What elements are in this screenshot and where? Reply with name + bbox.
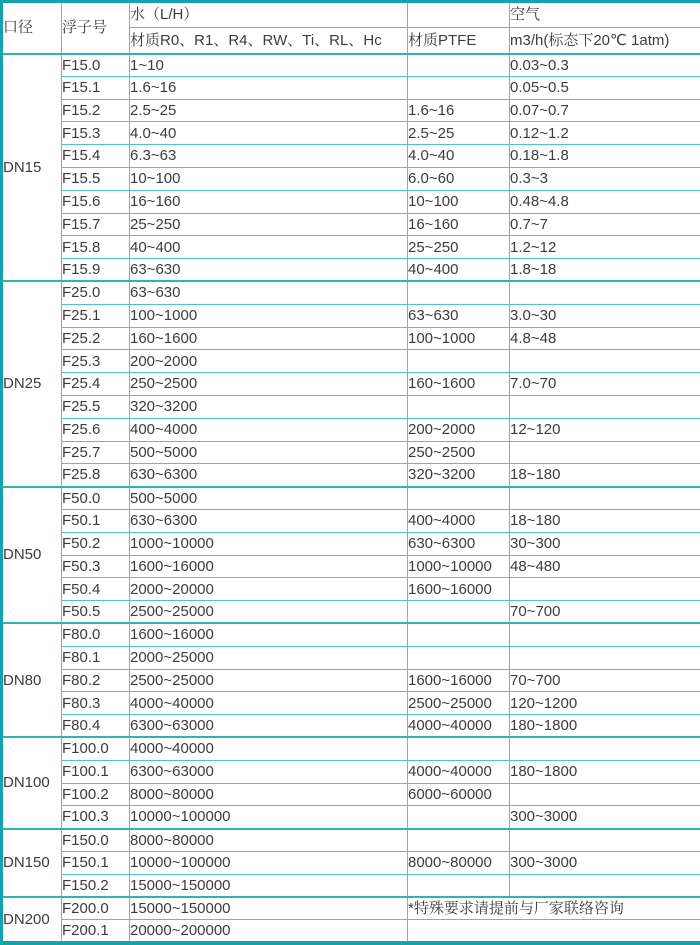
water-ptfe-cell: 1000~10000	[408, 555, 510, 578]
table-row	[2, 350, 700, 373]
air-cell	[510, 874, 700, 897]
air-cell: 70~700	[510, 601, 700, 624]
header-water-ptfe: 材质PTFE	[408, 28, 510, 54]
header-air-sub: m3/h(标态下20℃ 1atm)	[510, 28, 700, 54]
table-row	[2, 509, 700, 532]
table-row	[2, 418, 700, 441]
float-no-cell: F25.5	[62, 395, 130, 418]
table-body	[2, 54, 700, 944]
header-float-no: 浮子号	[62, 2, 130, 54]
diameter-cell: DN150	[2, 829, 62, 897]
water-metal-cell: 1~10	[130, 54, 408, 77]
table-row	[2, 532, 700, 555]
water-metal-cell: 1.6~16	[130, 76, 408, 99]
air-cell: 30~300	[510, 532, 700, 555]
float-no-cell: F80.2	[62, 669, 130, 692]
water-metal-cell: 40~400	[130, 236, 408, 259]
float-no-cell: F100.1	[62, 760, 130, 783]
table-row	[2, 601, 700, 624]
water-ptfe-cell	[408, 487, 510, 510]
float-no-cell: F100.0	[62, 737, 130, 760]
water-ptfe-cell	[408, 829, 510, 852]
table-row	[2, 692, 700, 715]
header-water: 水（L/H）	[130, 2, 408, 28]
air-cell: 7.0~70	[510, 373, 700, 396]
water-ptfe-cell: 200~2000	[408, 418, 510, 441]
float-no-cell: F50.3	[62, 555, 130, 578]
water-metal-cell: 1000~10000	[130, 532, 408, 555]
table-row	[2, 395, 700, 418]
water-ptfe-cell: 25~250	[408, 236, 510, 259]
air-cell	[510, 578, 700, 601]
water-metal-cell: 63~630	[130, 259, 408, 282]
water-metal-cell: 4.0~40	[130, 122, 408, 145]
table-row	[2, 555, 700, 578]
float-no-cell: F200.0	[62, 897, 130, 920]
float-no-cell: F100.2	[62, 783, 130, 806]
air-cell	[510, 737, 700, 760]
water-ptfe-cell	[408, 350, 510, 373]
float-no-cell: F50.2	[62, 532, 130, 555]
water-metal-cell: 250~2500	[130, 373, 408, 396]
water-metal-cell: 6300~63000	[130, 760, 408, 783]
water-metal-cell: 63~630	[130, 281, 408, 304]
table-row	[2, 806, 700, 829]
water-ptfe-cell: 16~160	[408, 213, 510, 236]
air-cell: 0.05~0.5	[510, 76, 700, 99]
table-row	[2, 373, 700, 396]
water-metal-cell: 6300~63000	[130, 715, 408, 738]
float-no-cell: F25.1	[62, 304, 130, 327]
water-ptfe-cell: 8000~80000	[408, 851, 510, 874]
water-ptfe-cell: 400~4000	[408, 509, 510, 532]
table-row	[2, 760, 700, 783]
air-cell	[510, 487, 700, 510]
air-cell	[510, 350, 700, 373]
float-no-cell: F50.5	[62, 601, 130, 624]
table-row	[2, 646, 700, 669]
water-ptfe-cell: 2.5~25	[408, 122, 510, 145]
water-ptfe-cell	[408, 806, 510, 829]
float-no-cell: F15.8	[62, 236, 130, 259]
air-cell: 18~180	[510, 464, 700, 487]
float-no-cell: F25.2	[62, 327, 130, 350]
float-no-cell: F100.3	[62, 806, 130, 829]
air-cell	[510, 281, 700, 304]
water-metal-cell: 8000~80000	[130, 783, 408, 806]
float-no-cell: F80.0	[62, 623, 130, 646]
water-metal-cell: 10000~100000	[130, 851, 408, 874]
air-cell: 120~1200	[510, 692, 700, 715]
water-ptfe-cell: 10~100	[408, 190, 510, 213]
float-no-cell: F80.4	[62, 715, 130, 738]
water-metal-cell: 15000~150000	[130, 897, 408, 920]
water-metal-cell: 400~4000	[130, 418, 408, 441]
water-metal-cell: 16~160	[130, 190, 408, 213]
air-cell: 4.8~48	[510, 327, 700, 350]
water-ptfe-cell: 4.0~40	[408, 145, 510, 168]
table-row	[2, 281, 700, 304]
water-metal-cell: 4000~40000	[130, 737, 408, 760]
water-metal-cell: 8000~80000	[130, 829, 408, 852]
water-metal-cell: 10000~100000	[130, 806, 408, 829]
water-ptfe-cell	[408, 646, 510, 669]
header-diameter: 口径	[2, 2, 62, 54]
table-row	[2, 737, 700, 760]
water-ptfe-cell	[408, 623, 510, 646]
float-no-cell: F25.8	[62, 464, 130, 487]
float-no-cell: F25.3	[62, 350, 130, 373]
water-ptfe-cell	[408, 281, 510, 304]
water-ptfe-cell: 630~6300	[408, 532, 510, 555]
water-metal-cell: 2500~25000	[130, 669, 408, 692]
table-row	[2, 851, 700, 874]
water-metal-cell: 2500~25000	[130, 601, 408, 624]
water-ptfe-cell: 100~1000	[408, 327, 510, 350]
table-row	[2, 464, 700, 487]
air-cell: 180~1800	[510, 715, 700, 738]
water-metal-cell: 160~1600	[130, 327, 408, 350]
water-metal-cell: 4000~40000	[130, 692, 408, 715]
table-row	[2, 167, 700, 190]
float-no-cell: F50.1	[62, 509, 130, 532]
float-no-cell: F150.0	[62, 829, 130, 852]
float-no-cell: F80.3	[62, 692, 130, 715]
water-ptfe-cell: 4000~40000	[408, 760, 510, 783]
water-ptfe-cell	[408, 395, 510, 418]
water-metal-cell: 630~6300	[130, 464, 408, 487]
air-cell: 3.0~30	[510, 304, 700, 327]
air-cell	[510, 829, 700, 852]
air-cell: 0.3~3	[510, 167, 700, 190]
water-metal-cell: 1600~16000	[130, 623, 408, 646]
water-ptfe-cell: 40~400	[408, 259, 510, 282]
water-metal-cell: 10~100	[130, 167, 408, 190]
water-ptfe-cell	[408, 737, 510, 760]
water-ptfe-cell: 6000~60000	[408, 783, 510, 806]
float-no-cell: F25.4	[62, 373, 130, 396]
header-air: 空气	[510, 2, 700, 28]
water-ptfe-cell: 63~630	[408, 304, 510, 327]
float-no-cell: F50.4	[62, 578, 130, 601]
float-no-cell: F80.1	[62, 646, 130, 669]
table-row	[2, 920, 700, 943]
air-cell	[510, 441, 700, 464]
air-cell: 0.07~0.7	[510, 99, 700, 122]
air-cell: 12~120	[510, 418, 700, 441]
water-metal-cell: 15000~150000	[130, 874, 408, 897]
air-cell	[510, 783, 700, 806]
diameter-cell: DN200	[2, 897, 62, 943]
table-row	[2, 441, 700, 464]
water-ptfe-cell	[408, 874, 510, 897]
water-ptfe-cell: 250~2500	[408, 441, 510, 464]
air-cell: 0.03~0.3	[510, 54, 700, 77]
water-ptfe-cell	[408, 54, 510, 77]
table-row	[2, 669, 700, 692]
table-row	[2, 145, 700, 168]
table-row	[2, 54, 700, 77]
header-water-metal: 材质R0、R1、R4、RW、Ti、RL、Hc	[130, 28, 408, 54]
water-ptfe-cell: 4000~40000	[408, 715, 510, 738]
water-metal-cell: 500~5000	[130, 487, 408, 510]
water-ptfe-cell: 6.0~60	[408, 167, 510, 190]
water-metal-cell: 200~2000	[130, 350, 408, 373]
float-no-cell: F15.4	[62, 145, 130, 168]
air-cell: 1.2~12	[510, 236, 700, 259]
float-no-cell: F25.6	[62, 418, 130, 441]
water-metal-cell: 1600~16000	[130, 555, 408, 578]
table-header	[2, 2, 700, 54]
air-cell: 0.12~1.2	[510, 122, 700, 145]
air-cell: 1.8~18	[510, 259, 700, 282]
table-row	[2, 213, 700, 236]
water-metal-cell: 2.5~25	[130, 99, 408, 122]
water-ptfe-cell: 1600~16000	[408, 669, 510, 692]
table-row	[2, 99, 700, 122]
table-row	[2, 578, 700, 601]
table-row	[2, 190, 700, 213]
header-row-1	[2, 2, 700, 28]
float-no-cell: F15.2	[62, 99, 130, 122]
table-row	[2, 236, 700, 259]
air-cell: 0.7~7	[510, 213, 700, 236]
water-ptfe-cell: 160~1600	[408, 373, 510, 396]
air-cell: 48~480	[510, 555, 700, 578]
table-row	[2, 259, 700, 282]
table-row	[2, 487, 700, 510]
float-no-cell: F15.7	[62, 213, 130, 236]
air-cell	[510, 395, 700, 418]
water-metal-cell: 630~6300	[130, 509, 408, 532]
float-no-cell: F150.2	[62, 874, 130, 897]
water-metal-cell: 2000~20000	[130, 578, 408, 601]
water-metal-cell: 2000~25000	[130, 646, 408, 669]
water-metal-cell: 6.3~63	[130, 145, 408, 168]
table-row	[2, 715, 700, 738]
diameter-cell: DN15	[2, 54, 62, 282]
header-water-spacer	[408, 2, 510, 28]
float-no-cell: F50.0	[62, 487, 130, 510]
water-metal-cell: 100~1000	[130, 304, 408, 327]
water-ptfe-cell: 2500~25000	[408, 692, 510, 715]
air-cell: 70~700	[510, 669, 700, 692]
table-row	[2, 327, 700, 350]
air-cell: 180~1800	[510, 760, 700, 783]
diameter-cell: DN80	[2, 623, 62, 737]
diameter-cell: DN100	[2, 737, 62, 828]
water-ptfe-cell: 1600~16000	[408, 578, 510, 601]
float-no-cell: F15.0	[62, 54, 130, 77]
table-row	[2, 783, 700, 806]
table-row	[2, 874, 700, 897]
note-empty-cell	[408, 920, 700, 943]
air-cell: 0.18~1.8	[510, 145, 700, 168]
air-cell: 0.48~4.8	[510, 190, 700, 213]
air-cell: 300~3000	[510, 806, 700, 829]
table-row	[2, 623, 700, 646]
air-cell	[510, 623, 700, 646]
table-row	[2, 76, 700, 99]
float-no-cell: F15.1	[62, 76, 130, 99]
diameter-cell: DN25	[2, 281, 62, 486]
air-cell	[510, 646, 700, 669]
table-row	[2, 897, 700, 920]
table-row	[2, 829, 700, 852]
water-metal-cell: 500~5000	[130, 441, 408, 464]
water-ptfe-cell	[408, 601, 510, 624]
float-no-cell: F15.6	[62, 190, 130, 213]
float-no-cell: F15.9	[62, 259, 130, 282]
float-no-cell: F150.1	[62, 851, 130, 874]
float-no-cell: F25.7	[62, 441, 130, 464]
special-note-cell: *特殊要求请提前与厂家联络咨询	[408, 897, 700, 920]
water-ptfe-cell	[408, 76, 510, 99]
float-no-cell: F200.1	[62, 920, 130, 943]
table-row	[2, 122, 700, 145]
float-no-cell: F25.0	[62, 281, 130, 304]
water-ptfe-cell: 1.6~16	[408, 99, 510, 122]
float-no-cell: F15.3	[62, 122, 130, 145]
table-row	[2, 304, 700, 327]
water-ptfe-cell: 320~3200	[408, 464, 510, 487]
water-metal-cell: 25~250	[130, 213, 408, 236]
float-no-cell: F15.5	[62, 167, 130, 190]
water-metal-cell: 20000~200000	[130, 920, 408, 943]
air-cell: 300~3000	[510, 851, 700, 874]
water-metal-cell: 320~3200	[130, 395, 408, 418]
diameter-cell: DN50	[2, 487, 62, 624]
air-cell: 18~180	[510, 509, 700, 532]
